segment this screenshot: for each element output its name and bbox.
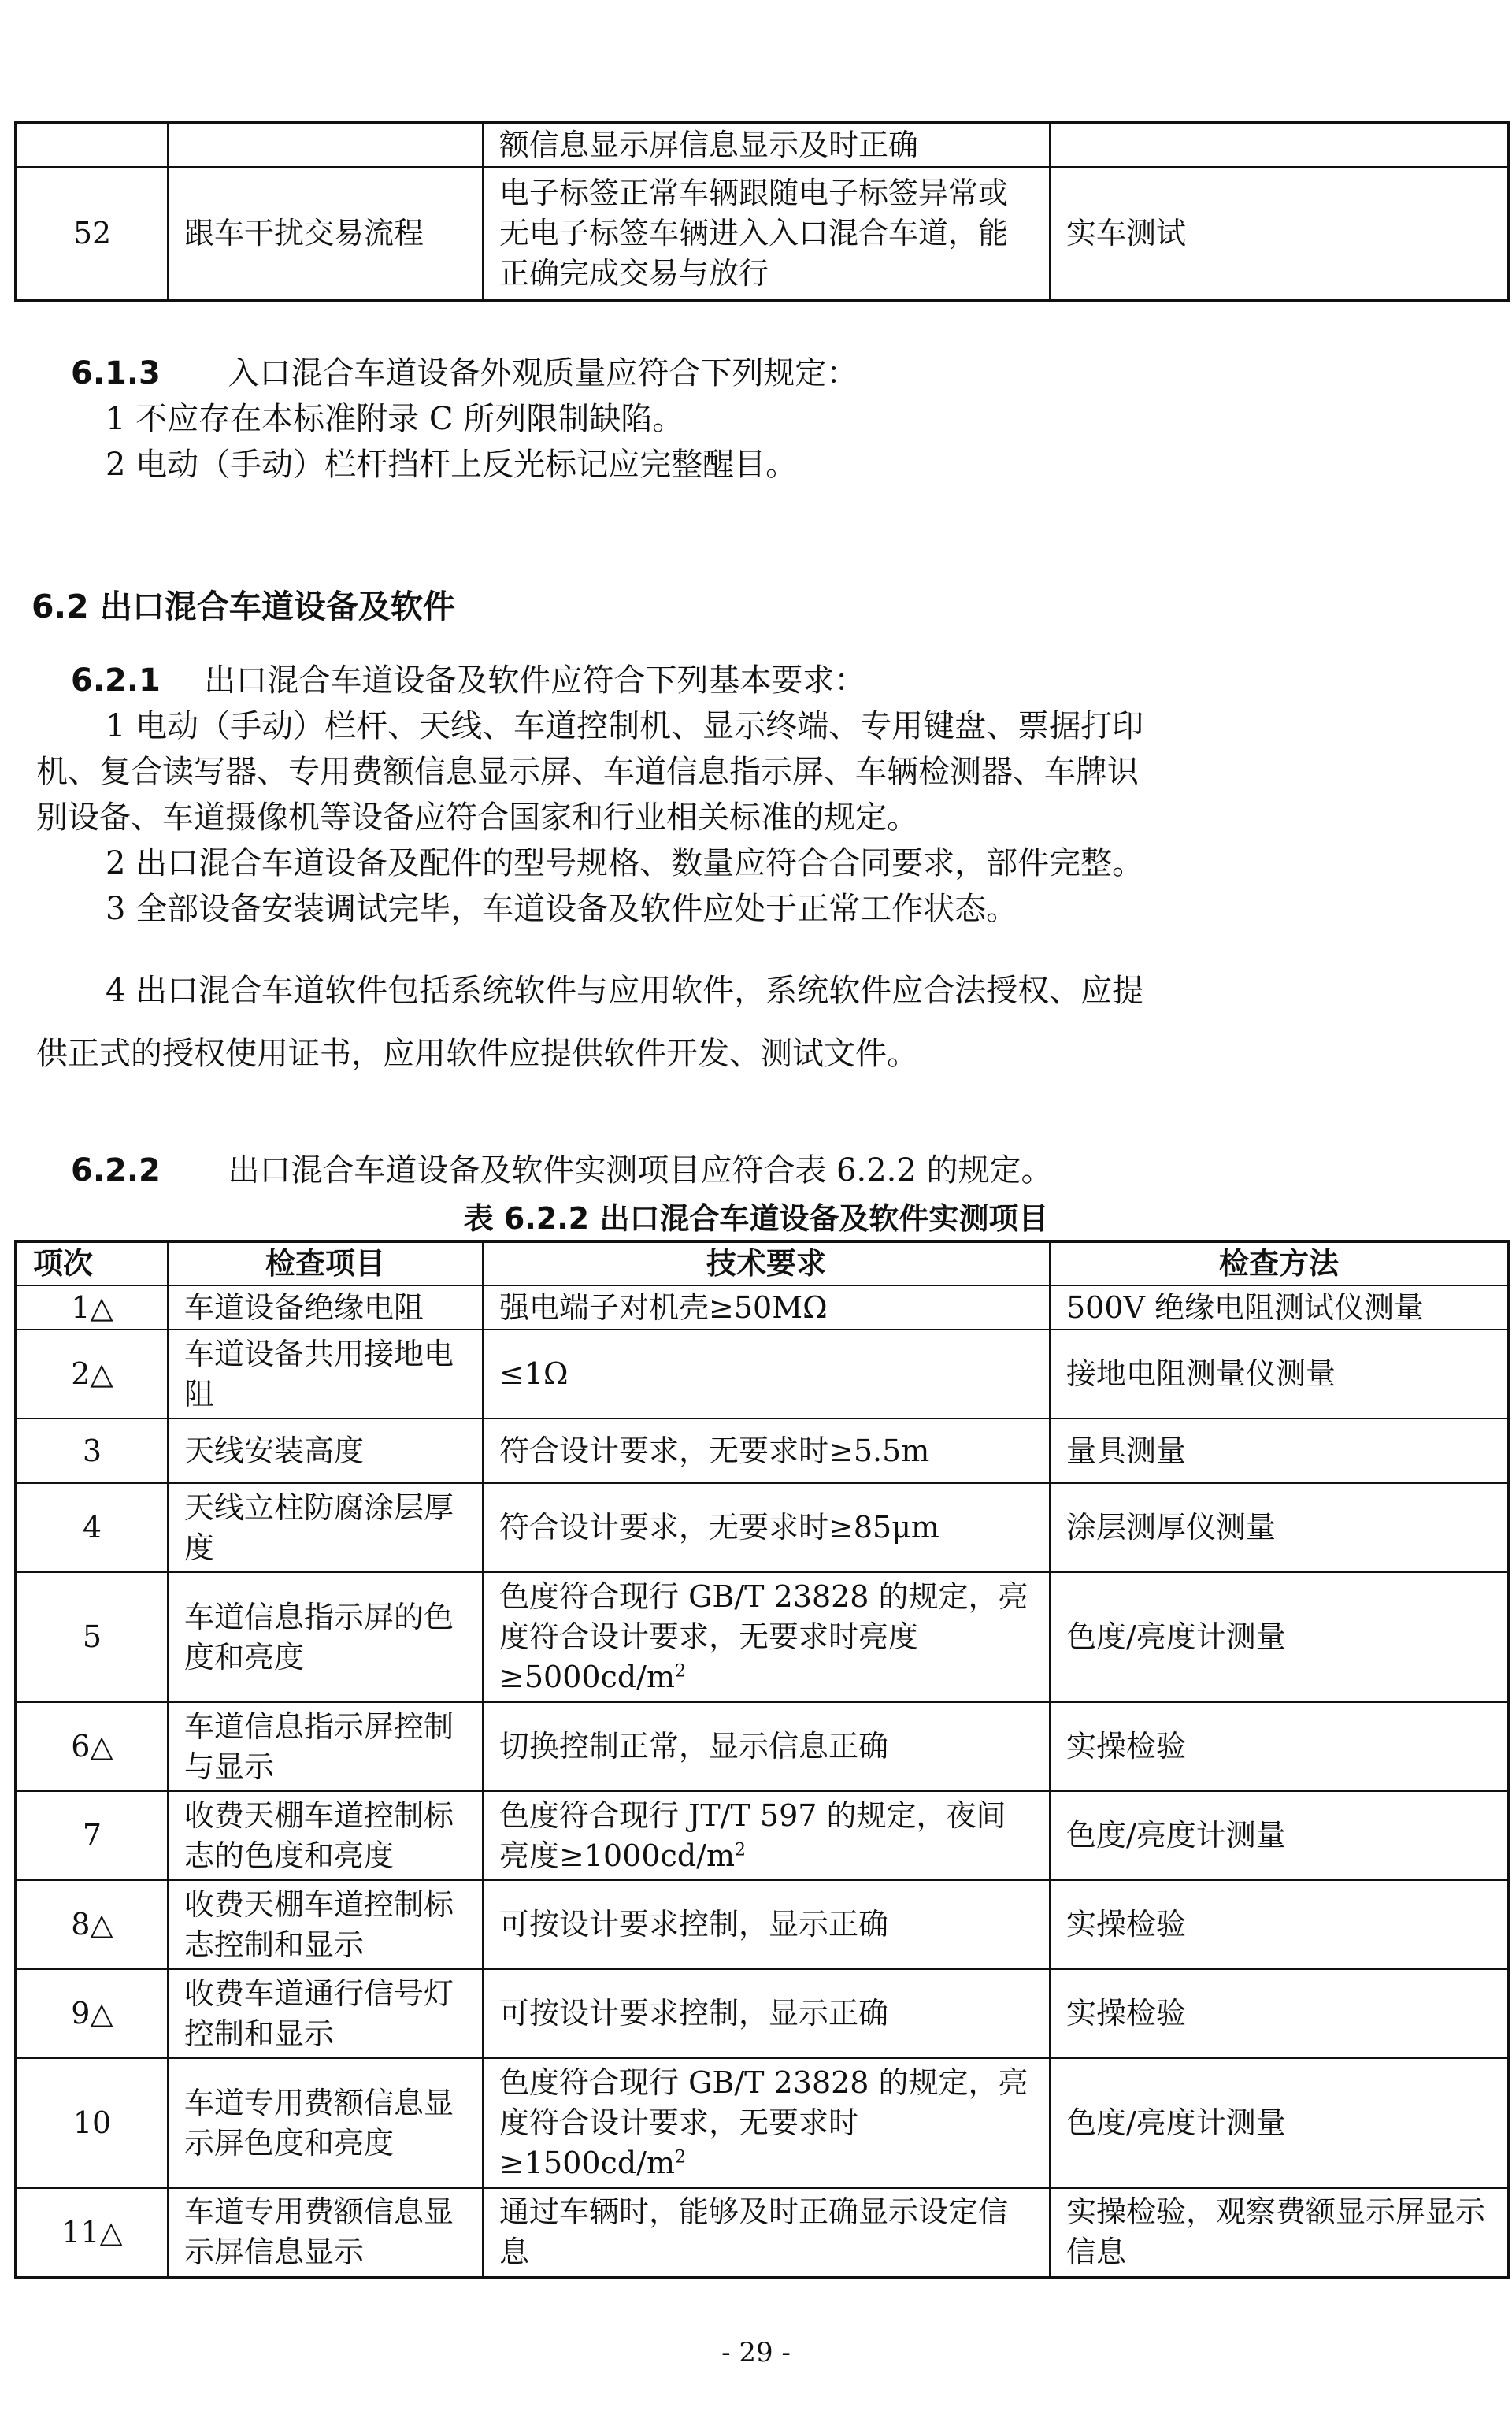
row-number: 7 — [16, 1791, 168, 1880]
row-item: 天线安装高度 — [168, 1419, 483, 1483]
table-row — [16, 1880, 1509, 1969]
header-item: 检查项目 — [168, 1241, 483, 1285]
row-item: 车道设备绝缘电阻 — [168, 1285, 483, 1330]
clause-item: 1 不应存在本标准附录 C 所列限制缺陷。 — [106, 401, 684, 437]
row-number — [16, 123, 168, 167]
row-number: 8△ — [16, 1880, 168, 1969]
row-item: 车道设备共用接地电阻 — [168, 1330, 483, 1419]
row-method: 色度/亮度计测量 — [1050, 2058, 1509, 2188]
table-row — [16, 1702, 1509, 1791]
row-item: 收费车道通行信号灯控制和显示 — [168, 1969, 483, 2058]
table-row — [16, 1483, 1509, 1572]
row-number: 1△ — [16, 1285, 168, 1330]
clause-item: 2 电动（手动）栏杆挡杆上反光标记应完整醒目。 — [106, 447, 798, 483]
row-method — [1050, 123, 1509, 167]
row-number: 5 — [16, 1572, 168, 1702]
row-item: 天线立柱防腐涂层厚度 — [168, 1483, 483, 1572]
row-item: 车道专用费额信息显示屏信息显示 — [168, 2188, 483, 2277]
clause-item-line: 机、复合读写器、专用费额信息显示屏、车道信息指示屏、车辆检测器、车牌识 — [36, 754, 1139, 790]
row-number: 6△ — [16, 1702, 168, 1791]
row-method: 涂层测厚仪测量 — [1050, 1483, 1509, 1572]
clause-item: 3 全部设备安装调试完毕，车道设备及软件应处于正常工作状态。 — [106, 891, 1018, 927]
header-no: 项次 — [16, 1241, 168, 1285]
unit-superscript: 2 — [675, 2147, 686, 2168]
row-item: 车道专用费额信息显示屏色度和亮度 — [168, 2058, 483, 2188]
row-method: 实操检验 — [1050, 1880, 1509, 1969]
clause-item-line: 4 出口混合车道软件包括系统软件与应用软件，系统软件应合法授权、应提 — [106, 973, 1144, 1009]
table-row — [16, 2188, 1509, 2277]
requirement-text: 色度符合现行 JT/T 597 的规定，夜间亮度≥1000cd/m — [499, 1797, 1006, 1873]
row-requirement: 切换控制正常，显示信息正确 — [483, 1702, 1050, 1791]
row-item: 收费天棚车道控制标志控制和显示 — [168, 1880, 483, 1969]
requirement-text: 色度符合现行 GB/T 23828 的规定，亮度符合设计要求，无要求时亮度≥5000cd/m — [499, 1579, 1028, 1694]
table-row — [16, 1791, 1509, 1880]
row-number: 52 — [16, 167, 168, 301]
header-method: 检查方法 — [1050, 1241, 1509, 1285]
row-number: 4 — [16, 1483, 168, 1572]
row-item: 跟车干扰交易流程 — [168, 167, 483, 301]
row-number: 3 — [16, 1419, 168, 1483]
row-item: 车道信息指示屏的色度和亮度 — [168, 1572, 483, 1702]
row-number: 11△ — [16, 2188, 168, 2277]
row-number: 10 — [16, 2058, 168, 2188]
row-requirement — [483, 2058, 1050, 2188]
row-item: 车道信息指示屏控制与显示 — [168, 1702, 483, 1791]
row-method: 量具测量 — [1050, 1419, 1509, 1483]
clause-text: 入口混合车道设备外观质量应符合下列规定： — [228, 355, 858, 391]
row-method: 色度/亮度计测量 — [1050, 1572, 1509, 1702]
row-requirement: 符合设计要求，无要求时≥85μm — [483, 1483, 1050, 1572]
clause-item-line: 1 电动（手动）栏杆、天线、车道控制机、显示终端、专用键盘、票据打印 — [106, 708, 1144, 744]
row-requirement — [483, 1572, 1050, 1702]
row-method: 色度/亮度计测量 — [1050, 1791, 1509, 1880]
table-row — [16, 1330, 1509, 1419]
row-requirement: 符合设计要求，无要求时≥5.5m — [483, 1419, 1050, 1483]
row-method: 接地电阻测量仪测量 — [1050, 1330, 1509, 1419]
row-item: 收费天棚车道控制标志的色度和亮度 — [168, 1791, 483, 1880]
clause-number: 6.2.1 — [71, 662, 161, 699]
clause-6-2-1 — [71, 658, 865, 703]
row-method: 实操检验 — [1050, 1969, 1509, 2058]
row-requirement: 通过车辆时，能够及时正确显示设定信息 — [483, 2188, 1050, 2277]
row-requirement: 可按设计要求控制，显示正确 — [483, 1880, 1050, 1969]
clause-item-line: 供正式的授权使用证书，应用软件应提供软件开发、测试文件。 — [36, 1036, 918, 1072]
table-row — [16, 1969, 1509, 2058]
row-requirement: 额信息显示屏信息显示及时正确 — [483, 123, 1050, 167]
table-row — [16, 167, 1509, 301]
row-requirement: 电子标签正常车辆跟随电子标签异常或无电子标签车辆进入入口混合车道，能正确完成交易与放行 — [483, 167, 1050, 301]
clause-number: 6.2.2 — [71, 1152, 161, 1189]
table-caption: 表 6.2.2 出口混合车道设备及软件实测项目 — [463, 1201, 1049, 1236]
row-number: 2△ — [16, 1330, 168, 1419]
unit-superscript: 2 — [735, 1839, 746, 1860]
row-requirement: 强电端子对机壳≥50MΩ — [483, 1285, 1050, 1330]
row-requirement: 可按设计要求控制，显示正确 — [483, 1969, 1050, 2058]
clause-text: 出口混合车道设备及软件应符合下列基本要求： — [204, 662, 866, 699]
header-requirement: 技术要求 — [483, 1241, 1050, 1285]
continued-inspection-table — [14, 121, 1510, 302]
row-number: 9△ — [16, 1969, 168, 2058]
table-6-2-2 — [14, 1240, 1510, 2279]
row-method: 500V 绝缘电阻测试仪测量 — [1050, 1285, 1509, 1330]
row-method: 实操检验，观察费额显示屏显示信息 — [1050, 2188, 1509, 2277]
row-method: 实车测试 — [1050, 167, 1509, 301]
table-row — [16, 2058, 1509, 2188]
table-row — [16, 1285, 1509, 1330]
clause-number: 6.1.3 — [71, 355, 161, 391]
row-requirement: ≤1Ω — [483, 1330, 1050, 1419]
table-header-row — [16, 1241, 1509, 1285]
table-row — [16, 123, 1509, 167]
row-method: 实操检验 — [1050, 1702, 1509, 1791]
clause-item-line: 别设备、车道摄像机等设备应符合国家和行业相关标准的规定。 — [36, 799, 918, 836]
clause-item: 2 出口混合车道设备及配件的型号规格、数量应符合合同要求，部件完整。 — [106, 845, 1144, 881]
section-heading: 6.2 出口混合车道设备及软件 — [32, 588, 455, 625]
requirement-text: 色度符合现行 GB/T 23828 的规定，亮度符合设计要求，无要求时≥1500cd/m — [499, 2065, 1028, 2180]
row-requirement — [483, 1791, 1050, 1880]
page-number: - 29 - — [721, 2337, 791, 2368]
unit-superscript: 2 — [675, 1661, 686, 1682]
clause-text: 出口混合车道设备及软件实测项目应符合表 6.2.2 的规定。 — [228, 1152, 1053, 1189]
table-row — [16, 1419, 1509, 1483]
clause-6-1-3 — [71, 351, 858, 395]
table-row — [16, 1572, 1509, 1702]
row-item — [168, 123, 483, 167]
clause-6-2-2 — [71, 1148, 1053, 1193]
